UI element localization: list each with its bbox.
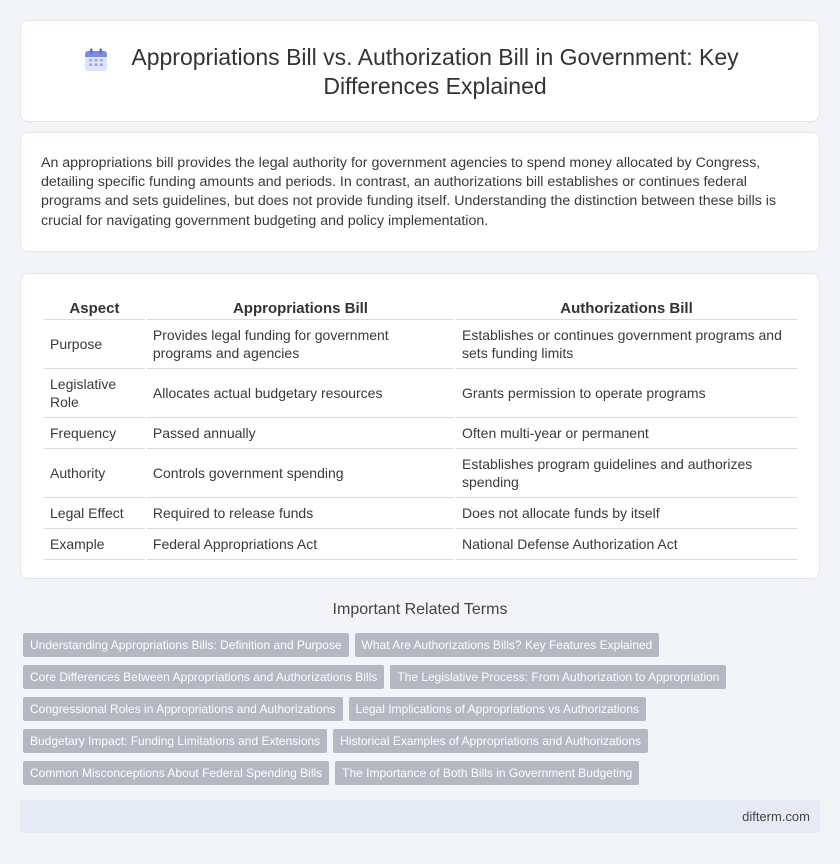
table-row bbox=[44, 320, 797, 369]
related-term-link[interactable]: Budgetary Impact: Funding Limitations and Extensions bbox=[23, 729, 327, 753]
row-authorizations: Establishes program guidelines and authorizes spending bbox=[456, 449, 797, 498]
header-aspect: Aspect bbox=[44, 295, 145, 320]
related-term-link[interactable]: Understanding Appropriations Bills: Definition and Purpose bbox=[23, 633, 349, 657]
intro-card bbox=[20, 132, 820, 252]
table-header-row bbox=[44, 295, 797, 320]
row-appropriations: Required to release funds bbox=[147, 498, 454, 529]
related-term-link[interactable]: Congressional Roles in Appropriations and Authorizations bbox=[23, 697, 343, 721]
page-title: Appropriations Bill vs. Authorization Bill in Government: Key Differences Explained bbox=[131, 44, 739, 99]
table-row bbox=[44, 498, 797, 529]
row-appropriations: Controls government spending bbox=[147, 449, 454, 498]
related-term-link[interactable]: The Legislative Process: From Authorization to Appropriation bbox=[390, 665, 726, 689]
header-authorizations: Authorizations Bill bbox=[456, 295, 797, 320]
row-aspect: Legislative Role bbox=[44, 369, 145, 418]
intro-paragraph: An appropriations bill provides the legal authority for government agencies to spend money allocated by Congress, detailing specific funding amounts and periods. In contrast, an authorizations bill establishes or continues federal programs and sets guidelines, but does not provide funding itself. Understanding the distinction between these bills is crucial for navigating government budgeting and policy implementation. bbox=[41, 155, 777, 229]
row-authorizations: Does not allocate funds by itself bbox=[456, 498, 797, 529]
header-appropriations: Appropriations Bill bbox=[147, 295, 454, 320]
comparison-card bbox=[20, 273, 820, 579]
comparison-table bbox=[42, 295, 799, 560]
related-term-link[interactable]: What Are Authorizations Bills? Key Features Explained bbox=[355, 633, 660, 657]
row-aspect: Frequency bbox=[44, 418, 145, 449]
row-aspect: Purpose bbox=[44, 320, 145, 369]
row-appropriations: Allocates actual budgetary resources bbox=[147, 369, 454, 418]
related-term-link[interactable]: The Importance of Both Bills in Government Budgeting bbox=[335, 761, 639, 785]
footer bbox=[20, 800, 820, 833]
related-terms-title: Important Related Terms bbox=[332, 601, 508, 618]
row-appropriations: Passed annually bbox=[147, 418, 454, 449]
row-aspect: Example bbox=[44, 529, 145, 560]
site-link[interactable]: difterm.com bbox=[742, 809, 810, 824]
related-term-link[interactable]: Historical Examples of Appropriations and Authorizations bbox=[333, 729, 648, 753]
row-aspect: Legal Effect bbox=[44, 498, 145, 529]
row-authorizations: Grants permission to operate programs bbox=[456, 369, 797, 418]
table-row bbox=[44, 418, 797, 449]
related-term-link[interactable]: Core Differences Between Appropriations and Authorizations Bills bbox=[23, 665, 384, 689]
row-appropriations: Federal Appropriations Act bbox=[147, 529, 454, 560]
related-terms-list bbox=[23, 633, 783, 793]
related-term-link[interactable]: Legal Implications of Appropriations vs Authorizations bbox=[349, 697, 647, 721]
table-row bbox=[44, 529, 797, 560]
header-card bbox=[20, 20, 820, 122]
row-aspect: Authority bbox=[44, 449, 145, 498]
related-term-link[interactable]: Common Misconceptions About Federal Spending Bills bbox=[23, 761, 329, 785]
table-row bbox=[44, 369, 797, 418]
row-authorizations: National Defense Authorization Act bbox=[456, 529, 797, 560]
row-appropriations: Provides legal funding for government programs and agencies bbox=[147, 320, 454, 369]
row-authorizations: Often multi-year or permanent bbox=[456, 418, 797, 449]
row-authorizations: Establishes or continues government programs and sets funding limits bbox=[456, 320, 797, 369]
table-row bbox=[44, 449, 797, 498]
